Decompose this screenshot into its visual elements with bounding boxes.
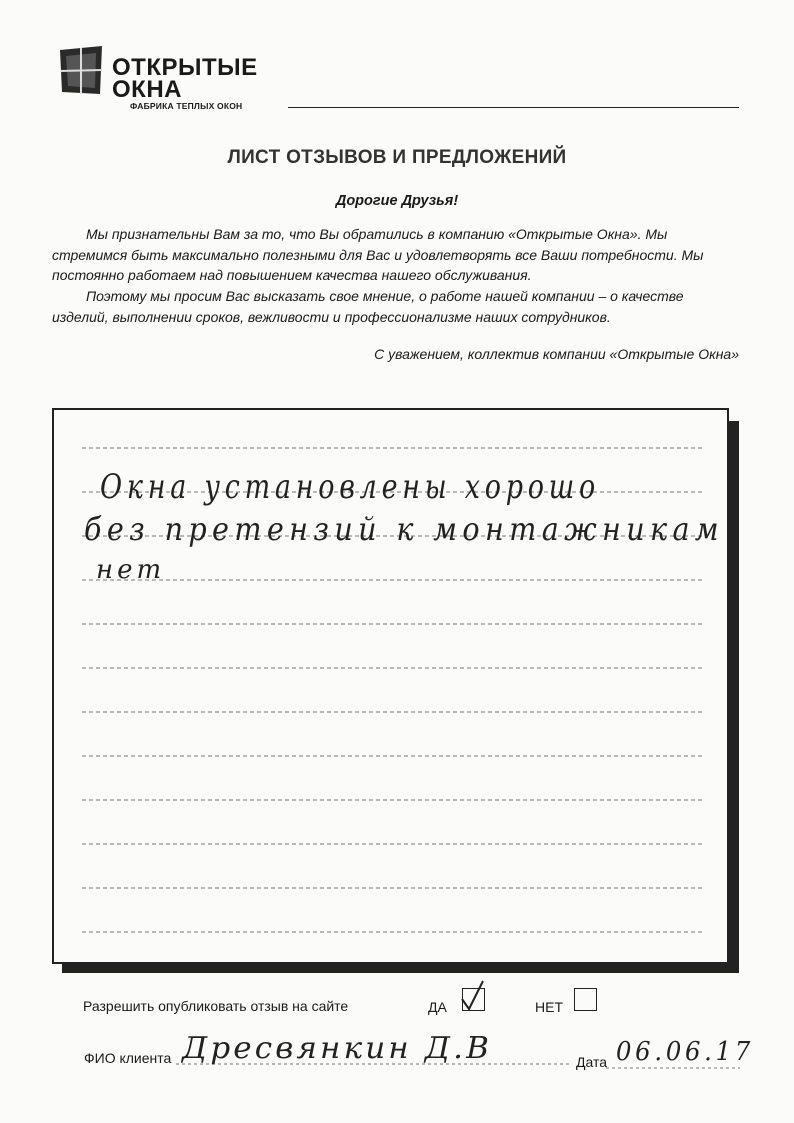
date-value[interactable]: 06.06.17 xyxy=(616,1037,754,1067)
feedback-writing-area xyxy=(54,410,731,966)
logo-emblem-icon xyxy=(52,42,108,98)
company-signature: С уважением, коллектив компании «Открытые Окна» xyxy=(374,346,739,362)
yes-label: ДА xyxy=(428,999,447,1015)
publish-permission-label: Разрешить опубликовать отзыв на сайте xyxy=(83,998,349,1014)
feedback-box[interactable] xyxy=(52,408,729,964)
intro-paragraph-1: Мы признательны Вам за то, что Вы обратились в компанию «Открытые Окна». Мы стремимся быть максимально полезными для Вас и удовлетворять все Ваши потребности. Мы постоянно работаем над повышением качества нашего обслуживания. xyxy=(52,226,704,283)
client-name-value[interactable]: Дресвянкин Д.В xyxy=(179,1031,492,1066)
document-title: ЛИСТ ОТЗЫВОВ И ПРЕДЛОЖЕНИЙ xyxy=(227,147,567,168)
date-label: Дата xyxy=(576,1054,608,1070)
feedback-line-2: без претензий к монтажникам xyxy=(84,510,724,548)
greeting: Дорогие Друзья! xyxy=(335,193,459,209)
logo-tagline: ФАБРИКА ТЕПЛЫХ ОКОН xyxy=(130,101,243,111)
client-name-label: ФИО клиента xyxy=(84,1050,172,1066)
intro-paragraph-2: Поэтому мы просим Вас высказать свое мнение, о работе нашей компании – о качестве изделий, выполнении сроков, вежливости и профессионализме наших сотрудников. xyxy=(52,288,684,325)
no-label: НЕТ xyxy=(535,999,563,1015)
client-fields xyxy=(0,960,794,1080)
header-rule xyxy=(288,107,739,108)
feedback-line-3: нет xyxy=(96,555,166,585)
feedback-line-1: Окна установлены хорошо xyxy=(100,467,600,507)
logo-text-line2: ОКНА xyxy=(112,76,182,103)
logo-text-line1: ОТКРЫТЫЕ xyxy=(112,54,258,81)
